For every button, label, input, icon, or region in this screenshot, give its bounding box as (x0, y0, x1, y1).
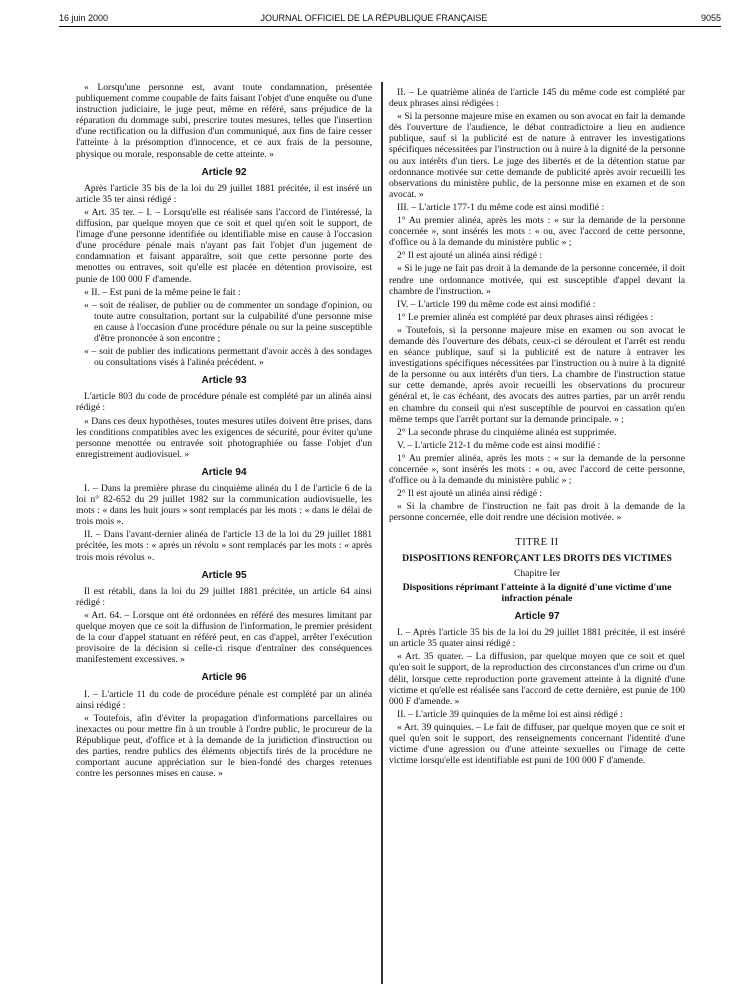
page-header (0, 10, 748, 30)
paragraph: II. – L'article 39 quinquies de la même loi est ainsi rédigé : (397, 708, 623, 720)
paragraph: I. – Après l'article 35 bis de la loi du 29 juillet 1881 précitée, il est inséré un article 35 quater ainsi rédigé : (389, 627, 685, 650)
title-heading: TITRE II (515, 537, 559, 549)
article-heading: Article 93 (201, 375, 247, 387)
paragraph: « Art. 35 quater. – La diffusion, par quelque moyen que ce soit et quel qu'en soit le support, de la reproduction des circonstances d'un crime ou d'un délit, lorsque cette reproduction porte gravement atteinte à la dignité d'une victime et qu'elle est réalisée sans l'accord de cette dernière, est punie de 100 000 F d'amende. » (389, 651, 685, 707)
paragraph: III. – L'article 177-1 du même code est ainsi modifié : (397, 201, 605, 213)
header-title: JOURNAL OFFICIEL DE LA RÉPUBLIQUE FRANÇAISE (260, 13, 488, 23)
paragraph: I. – L'article 11 du code de procédure pénale est complété par un alinéa ainsi rédigé : (76, 688, 372, 711)
paragraph: « Art. 35 ter. – I. – Lorsqu'elle est réalisée sans l'accord de l'intéressé, la diffusion, par quelque moyen que ce soit et quel qu'en soit le support, de l'image d'une personne identifiée ou identifiable mise en cause à l'occasion d'une procédure pénale mais n'ayant pas fait l'objet d'un jugement de condamnation et faisant apparaître, soit que cette personne porte des menottes ou entraves, soit qu'elle est placée en détention provisoire, est punie de 100 000 F d'amende. (76, 206, 372, 285)
paragraph: « Toutefois, afin d'éviter la propagation d'informations parcellaires ou inexactes ou pour mettre fin à un trouble à l'ordre public, le procureur de la République peut, d'office et à la demande de la juridiction d'instruction ou des parties, rendre publics des éléments objectifs tirés de la procédure ne comportant aucune appréciation sur le bien-fondé des charges retenues contre les personnes mises en cause. » (76, 712, 372, 780)
chapter-title: Dispositions réprimant l'atteinte à la dignité d'une victime d'une infraction pénale (402, 581, 672, 604)
paragraph: Après l'article 35 bis de la loi du 29 juillet 1881 précitée, il est inséré un article 35 ter ainsi rédigé : (76, 182, 372, 205)
list-item: « – soit de réaliser, de publier ou de commenter un sondage d'opinion, ou toute autre consultation, portant sur la culpabilité d'une personne mise en cause à l'occasion d'une procédure pénale ou sur la peine susceptible d'être prononcée à son encontre ; (84, 299, 372, 344)
article-heading: Article 95 (201, 569, 247, 581)
page-number: 9055 (700, 13, 721, 23)
paragraph: II. – Dans l'avant-dernier alinéa de l'article 13 de la loi du 29 juillet 1881 précitée, les mots : « après un révolu » sont remplacés par les mots : « après trois mois révolus ». (76, 529, 372, 563)
paragraph: IV. – L'article 199 du même code est ainsi modifié : (397, 298, 596, 310)
paragraph: « Si la personne majeure mise en examen ou son avocat en fait la demande dès l'ouverture de l'audience, le débat contradictoire a lieu en audience publique, sauf si la publicité est de nature à entraver les investigations spécifiques nécessitées par l'instruction ou à nuire à la dignité de la personne ou aux intérêts d'un tiers. Le juge des libertés et de la détention statue par ordonnance motivée sur cette demande de publicité après avoir recueilli les observations du ministère public, de la personne mise en examen et de son avocat. » (389, 111, 685, 200)
column-separator (381, 82, 383, 984)
paragraph: 1° Au premier alinéa, après les mots : « sur la demande de la personne concernée », sont insérés les mots : « ou, avec l'accord de cette personne, d'office ou à la demande du ministère public » ; (389, 452, 685, 487)
paragraph: 1° Le premier alinéa est complété par deux phrases ainsi rédigées : (397, 311, 654, 323)
paragraph: « Si la chambre de l'instruction ne fait pas droit à la demande de la personne concernée, elle doit rendre une décision motivée. » (389, 501, 685, 524)
paragraph: « Art. 64. – Lorsque ont été ordonnées en référé des mesures limitant par quelque moyen que ce soit la diffusion de l'information, le premier président de la cour d'appel statuant en référé peut, en cas d'appel, arrêter l'exécution provisoire de la décision si celle-ci risque d'entraîner des conséquences manifestement excessives. » (76, 609, 372, 666)
article-heading: Article 97 (514, 611, 560, 623)
paragraph: Il est rétabli, dans la loi du 29 juillet 1881 précitée, un article 64 ainsi rédigé : (76, 585, 372, 608)
paragraph: 2° La seconde phrase du cinquième alinéa est supprimée. (397, 426, 617, 438)
paragraph: L'article 803 du code de procédure pénale est complété par un alinéa ainsi rédigé : (76, 391, 372, 414)
right-column (389, 87, 685, 768)
header-rule (59, 26, 721, 27)
article-heading: Article 92 (201, 166, 247, 178)
paragraph: I. – Dans la première phrase du cinquième alinéa du I de l'article 6 de la loi n° 82-652 du 29 juillet 1982 sur la communication audiovisuelle, les mots : « dans les huit jours » sont remplacés par les mots : « dans le délai de trois mois ». (76, 483, 372, 528)
paragraph: 2° Il est ajouté un alinéa ainsi rédigé : (397, 488, 543, 500)
article-heading: Article 96 (201, 672, 247, 684)
paragraph: « Lorsqu'une personne est, avant toute condamnation, présentée publiquement comme coupable de faits faisant l'objet d'une enquête ou d'une instruction judiciaire, le juge peut, même en référé, sans préjudice de la réparation du dommage subi, prescrire toutes mesures, telles que l'insertion d'une rectification ou la diffusion d'un communiqué, aux fins de faire cesser l'atteinte à la présomption d'innocence, et ce aux frais de la personne, physique ou morale, responsable de cette atteinte. » (76, 82, 372, 160)
article-heading: Article 94 (201, 466, 247, 478)
paragraph: « Si le juge ne fait pas droit à la demande de la personne concernée, il doit rendre une ordonnance motivée, qui est susceptible d'appel devant la chambre de l'instruction. » (389, 263, 685, 297)
chapter-heading: Chapitre Ier (513, 567, 561, 579)
paragraph: « Toutefois, si la personne majeure mise en examen ou son avocat le demande dès l'ouverture des débats, ceux-ci se déroulent et l'arrêt est rendu en séance publique, sauf si la publicité est de nature à entraver les investigations spécifiques nécessitées par l'instruction ou à nuire à la dignité de la personne ou aux intérêts d'un tiers. La chambre de l'instruction statue sur cette demande, après avoir recueilli les observations du procureur général et, le cas échéant, des avocats des autres parties, par un arrêt rendu en chambre du conseil qui n'est susceptible de pourvoi en cassation qu'en même temps que l'arrêt portant sur la demande principale. » ; (389, 324, 685, 425)
paragraph: 1° Au premier alinéa, après les mots : « sur la demande de la personne concernée », sont insérés les mots : « ou, avec l'accord de cette personne, d'office ou à la demande du ministère public » ; (389, 215, 685, 249)
paragraph: II. – Le quatrième alinéa de l'article 145 du même code est complété par deux phrases ainsi rédigées : (389, 87, 685, 110)
paragraph: 2° Il est ajouté un alinéa ainsi rédigé : (397, 250, 543, 262)
list-item: « – soit de publier des indications permettant d'avoir accès à des sondages ou consultations visés à l'alinéa précédent. » (84, 346, 372, 369)
header-date: 16 juin 2000 (59, 13, 109, 23)
paragraph: « II. – Est puni de la même peine le fait : (84, 286, 241, 298)
paragraph: « Dans ces deux hypothèses, toutes mesures utiles doivent être prises, dans les conditions compatibles avec les exigences de sécurité, pour éviter qu'une personne menottée ou entravée soit photographiée ou fasse l'objet d'un enregistrement audiovisuel. » (76, 415, 372, 460)
paragraph: « Art. 39 quinquies. – Le fait de diffuser, par quelque moyen que ce soit et quel qu'en soit le support, des renseignements concernant l'identité d'une victime d'une agression ou d'une atteinte sexuelles ou l'image de cette victime lorsqu'elle est identifiable est puni de 100 000 F d'amende. (389, 721, 685, 767)
paragraph: V. – L'article 212-1 du même code est ainsi modifié : (397, 439, 601, 451)
title-subheading: DISPOSITIONS RENFORÇANT LES DROITS DES VICTIMES (402, 552, 672, 564)
left-column (76, 82, 372, 781)
